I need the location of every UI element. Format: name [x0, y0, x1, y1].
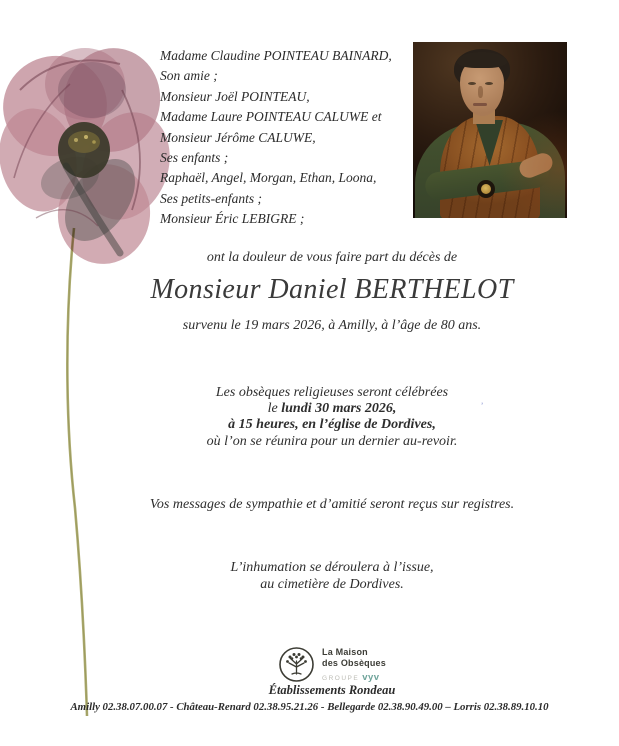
ceremony-details [45, 385, 619, 450]
family-line: Son amie ; [160, 68, 218, 84]
tree-icon [278, 646, 315, 683]
funeral-home-logo [45, 646, 619, 683]
logo-group-label: GROUPE [322, 674, 360, 682]
print-speck: ’ [480, 401, 483, 411]
logo-group [322, 672, 380, 683]
family-line: Monsieur Joël POINTEAU, [160, 88, 310, 104]
burial-line: au cimetière de Dordives. [260, 577, 404, 592]
ceremony-line: où l’on se réunira pour un dernier au-revoir. [206, 433, 458, 449]
death-details: survenu le 19 mars 2026, à Amilly, à l’âge de 80 ans. [182, 318, 482, 333]
ceremony-line: Les obsèques religieuses seront célébrées [215, 385, 449, 400]
ceremony-line: le lundi 30 mars 2026, [267, 401, 397, 417]
announcement-column [45, 0, 619, 746]
announcement-intro: ont la douleur de vous faire part du décès de [206, 250, 458, 265]
family-line: Monsieur Éric LEBIGRE ; [160, 211, 305, 227]
family-line: Raphaël, Angel, Morgan, Ethan, Loona, [160, 170, 377, 186]
contact-phone-numbers: Amilly 02.38.07.00.07 - Château-Renard 02.38.95.21.26 - Bellegarde 02.38.90.49.00 – Lorris 02.38.89.10.10 [70, 701, 549, 713]
family-line: Ses enfants ; [160, 150, 229, 166]
registers-message: Vos messages de sympathie et d’amitié seront reçus sur registres. [149, 497, 515, 512]
deceased-name: Monsieur Daniel BERTHELOT [150, 274, 514, 305]
burial-line: L’inhumation se déroulera à l’issue, [230, 560, 434, 575]
logo-text-block [322, 647, 386, 683]
logo-brand-name: La Maison [322, 646, 368, 657]
family-line: Ses petits-enfants ; [160, 190, 262, 206]
family-line: Monsieur Jérôme CALUWE, [160, 129, 316, 145]
ceremony-line: à 15 heures, en l’église de Dordives, [228, 417, 436, 433]
logo-group-brand: vyv [362, 671, 380, 683]
logo-brand-name: des Obsèques [322, 657, 386, 668]
family-line: Madame Laure POINTEAU CALUWE et [160, 109, 382, 125]
family-line: Madame Claudine POINTEAU BAINARD, [160, 48, 392, 63]
burial-details [45, 559, 619, 593]
establishment-name: Établissements Rondeau [268, 683, 396, 697]
